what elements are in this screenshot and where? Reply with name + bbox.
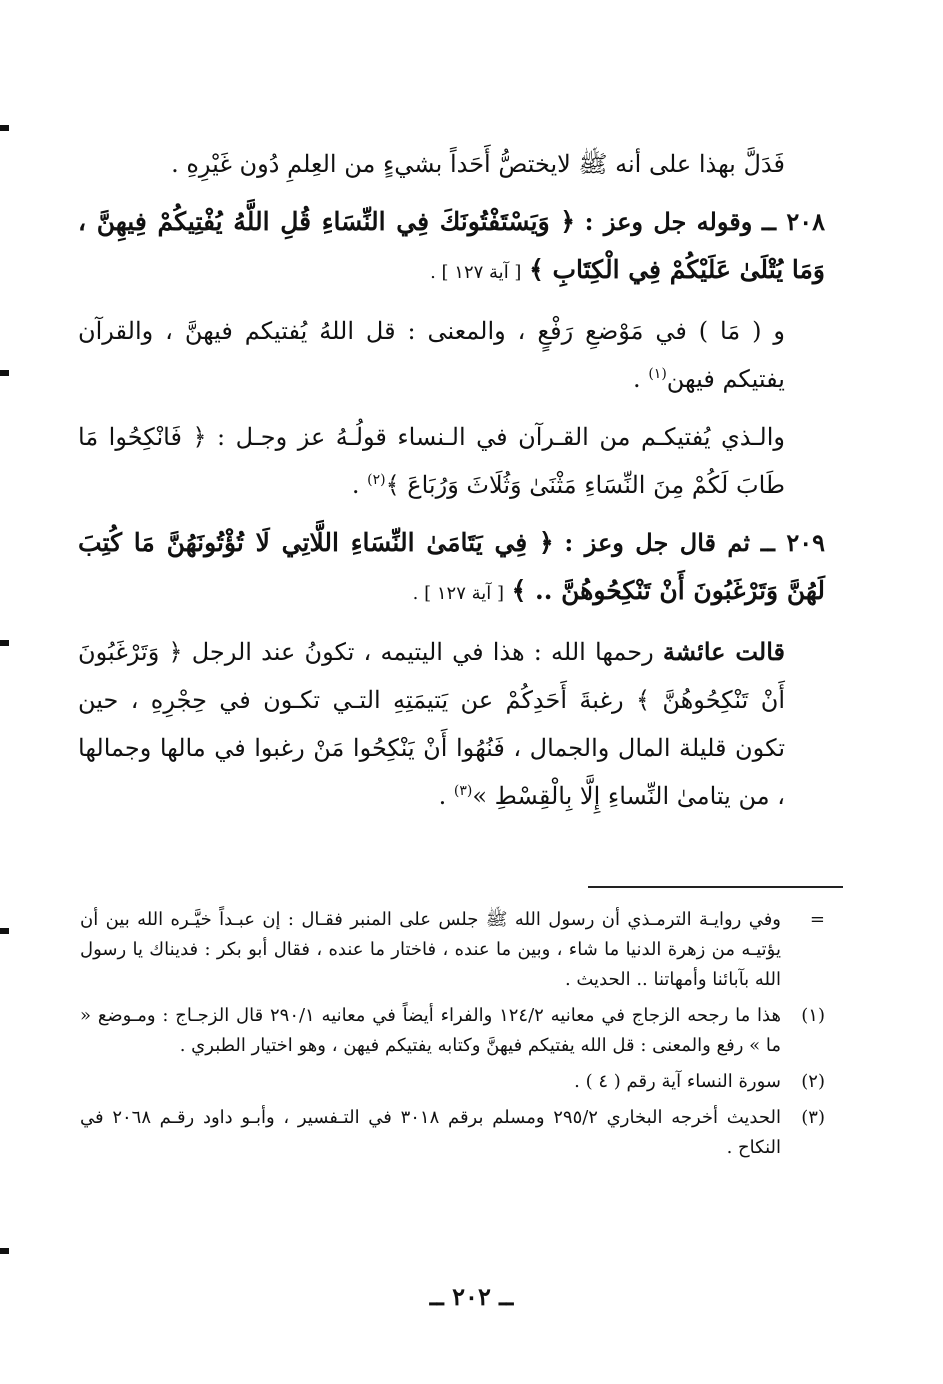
footnote-mark: (٢) xyxy=(801,1071,825,1092)
footnote-text: هذا ما رجحه الزجاج في معانيه ١٢٤/٢ والفراء أيضاً في معانيه ٢٩٠/١ قال الزجـاج : ومـوضع « ما » رفع والمعنى : قل الله يفتيكم فيهنَّ وكتابه يفتيكم فيهن ، وهو اختيار الطبري . xyxy=(80,1005,781,1056)
footnote-ref: (٣) xyxy=(453,783,473,799)
footnote-ref: (١) xyxy=(648,366,667,382)
footnote-ref: (٢) xyxy=(367,472,386,488)
section-208 xyxy=(78,198,825,297)
speaker-name: قالت عائشة xyxy=(662,637,786,666)
footnote-text: الحديث أخرجه البخاري ٢٩٥/٢ ومسلم برقم ٣٠١٨ في التـفسير ، وأبـو داود رقـم ٢٠٦٨ في النكاح . xyxy=(80,1107,781,1158)
footnote-separator xyxy=(588,886,843,888)
scan-edge-mark xyxy=(0,928,9,934)
section-number: ٢٠٩ ــ xyxy=(760,528,825,557)
footnote-3 xyxy=(80,1103,825,1163)
paragraph-end: . xyxy=(438,782,454,810)
main-text xyxy=(78,140,825,830)
paragraph-text: فَدَلَّ بهذا على أنه ﷺ لايختصُّ أَحَداً بشيءٍ من العِلمِ دُون غَيْرِهِ . xyxy=(171,150,785,178)
footnote-continued xyxy=(80,905,825,995)
page-number: ــ ٢٠٢ ــ xyxy=(429,1282,514,1311)
footnote-mark: (١) xyxy=(801,1005,825,1026)
scan-edge-mark xyxy=(0,125,9,131)
scan-edge-mark xyxy=(0,370,9,376)
quran-verse: ﴿ وَيَسْتَفْتُونَكَ فِي النِّسَاءِ قُلِ اللَّهُ يُفْتِيكُمْ فِيهِنَّ ، وَمَا يُتْلَىٰ عَلَيْكُمْ فِي الْكِتَابِ ﴾ xyxy=(78,207,825,284)
quran-verse: ﴿ فِي يَتَامَىٰ النِّسَاءِ اللَّاتِي لَا تُؤْتُونَهُنَّ مَا كُتِبَ لَهُنَّ وَتَرْغَبُونَ أَنْ تَنْكِحُوهُنَّ .. ﴾ xyxy=(78,528,825,605)
scan-edge-mark xyxy=(0,1248,9,1254)
scan-edge-mark xyxy=(0,640,9,646)
footnote-text: سورة النساء آية رقم ( ٤ ) . xyxy=(574,1071,781,1092)
footnote-2 xyxy=(80,1067,825,1097)
footnote-mark: = xyxy=(809,909,825,930)
footnote-1 xyxy=(80,1001,825,1061)
paragraph-intro xyxy=(78,140,825,188)
footnote-text: وفي روايـة الترمـذي أن رسول الله ﷺ جلس على المنبر فقـال : إن عبـداً خيَّـره الله بين أن يؤتيـه من زهرة الدنيا ما شاء ، وبين ما عنده ، فاختار ما عنده ، فقال أبو بكر : فديناك يا رسول الله بآبائنا وأمهاتنا .. الحديث . xyxy=(80,909,781,990)
section-intro: ثم قال جل وعز : xyxy=(564,528,751,557)
paragraph-text: و ( مَا ) في مَوْضعِ رَفْعٍ ، والمعنى : قل اللهُ يُفتيكم فيهنَّ ، والقرآن يفتيكم فيهن xyxy=(78,317,785,393)
section-209 xyxy=(78,519,825,618)
section-number: ٢٠٨ ــ xyxy=(761,207,825,236)
footnote-mark: (٣) xyxy=(801,1107,825,1128)
paragraph-text: والـذي يُفتيكـم من القـرآن في الـنساء قولُـهُ عز وجـل : ﴿ فَانْكِحُوا مَا طَابَ لَكُمْ مِنَ النِّسَاءِ مَثْنَىٰ وَثُلَاثَ وَرُبَاعَ ﴾ xyxy=(78,423,785,499)
paragraph-text: رحمها الله : هذا في اليتيمه ، تكونُ عند الرجل ﴿ وَتَرْغَبُونَ أَنْ تَنْكِحُوهُنَّ ﴾ رغبةَ أَحَدِكُمْ عن يَتيمَتِهِ التـي تكـون في حِجْرِهِ ، حين تكون قليلة المال والجمال ، فَنُهُوا أَنْ يَنْكِحُوا مَنْ رغبوا في مالها وجمالها ، من يتامىٰ النِّساءِ إِلَّا بِالْقِسْطِ » xyxy=(78,638,785,810)
paragraph-commentary xyxy=(78,413,825,509)
footnotes xyxy=(80,905,825,1169)
paragraph-commentary xyxy=(78,628,825,820)
paragraph-end: . xyxy=(351,471,368,499)
paragraph-end: . xyxy=(633,365,649,393)
section-intro: وقوله جل وعز : xyxy=(584,207,753,236)
paragraph-commentary xyxy=(78,307,825,403)
verse-reference: [ آية ١٢٧ ] . xyxy=(412,583,505,604)
verse-reference: [ آية ١٢٧ ] . xyxy=(430,262,522,283)
